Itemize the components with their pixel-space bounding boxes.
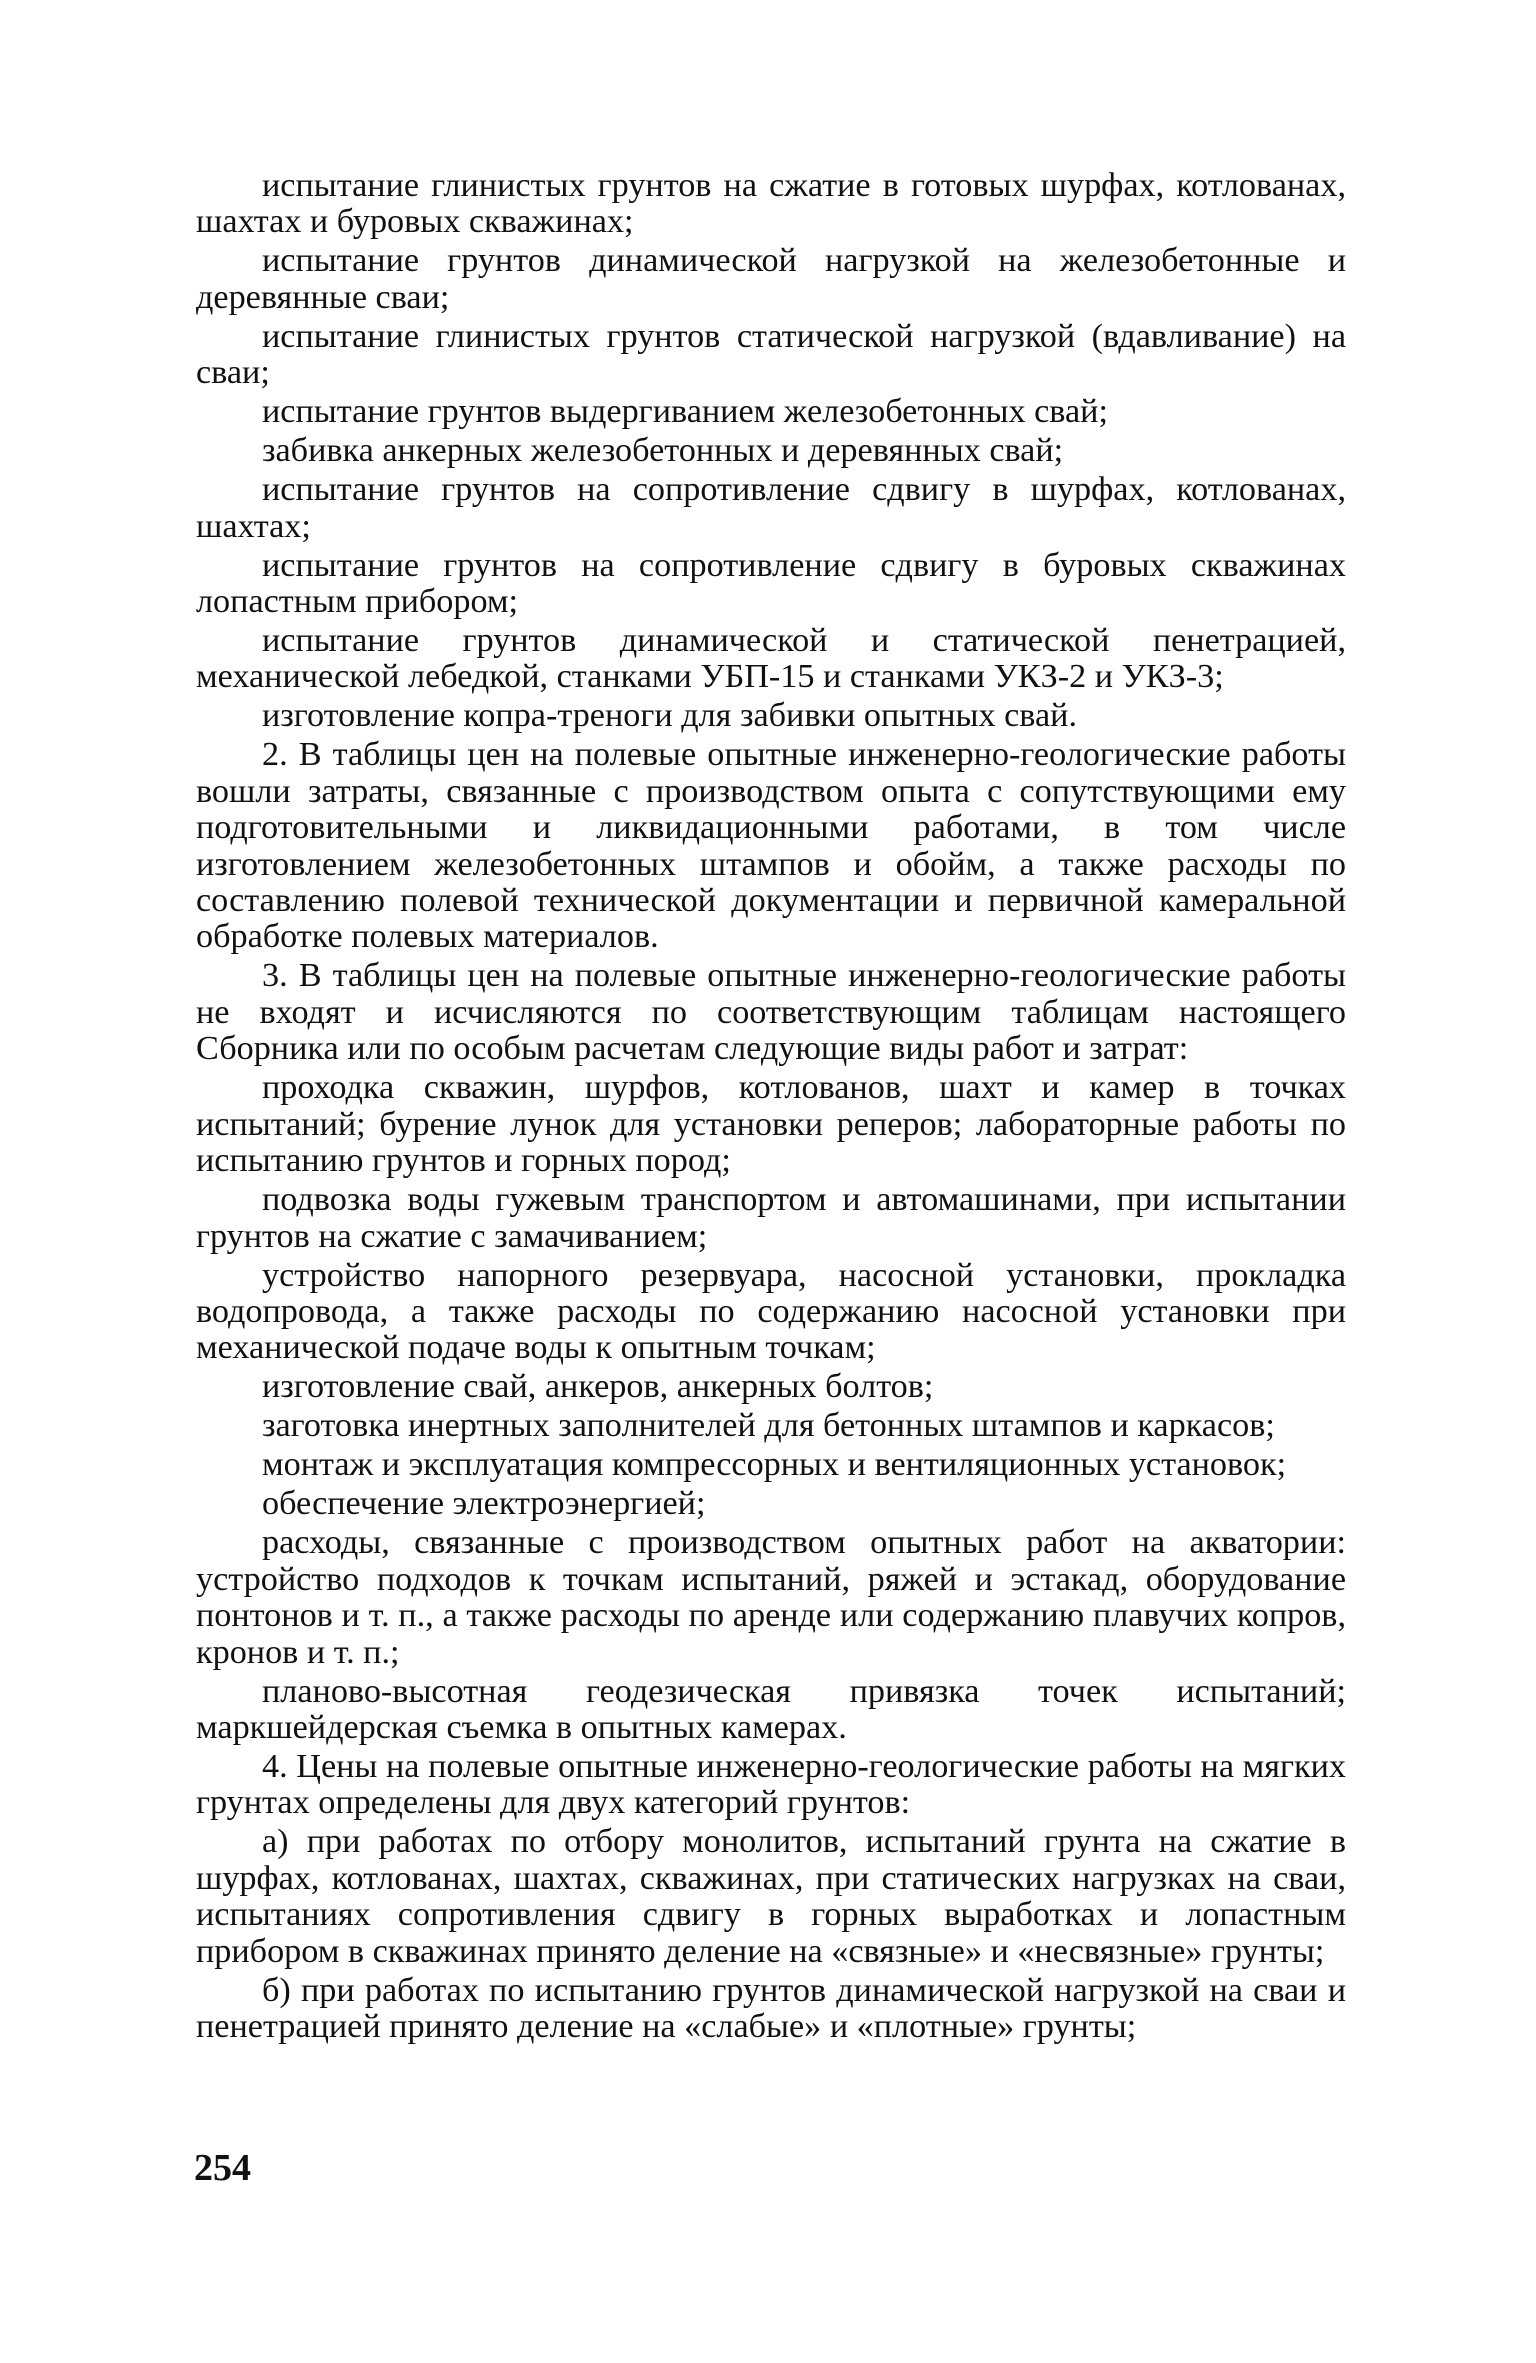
paragraph: изготовление свай, анкеров, анкерных болтов;: [262, 1368, 934, 1406]
paragraph: 2. В таблицы цен на полевые опытные инженерно-геологические работы вошли затраты, связанные с производством опыта с сопутствующими ему подготовительными и ликвидационными работами, в том числе изготовлением железобетонных штампов и обойм, а также расходы по составлению полевой технической документации и первичной камеральной обработке полевых материалов.: [196, 736, 1346, 956]
paragraph: испытание грунтов динамической нагрузкой на железобетонные и деревянные сваи;: [196, 242, 1346, 316]
paragraph: б) при работах по испытанию грунтов динамической нагрузкой на сваи и пенетрацией принято деление на «слабые» и «плотные» грунты;: [196, 1971, 1346, 2045]
paragraph: 4. Цены на полевые опытные инженерно-геологические работы на мягких грунтах определены для двух категорий грунтов:: [196, 1747, 1346, 1822]
paragraph: забивка анкерных железобетонных и деревянных свай;: [262, 432, 1064, 470]
paragraph: монтаж и эксплуатация компрессорных и вентиляционных установок;: [262, 1446, 1287, 1484]
paragraph: 3. В таблицы цен на полевые опытные инженерно-геологические работы не входят и исчисляются по соответствующим таблицам настоящего Сборника или по особым расчетам следующие виды работ и затрат:: [196, 957, 1346, 1068]
paragraph: испытание глинистых грунтов на сжатие в готовых шурфах, котлованах, шахтах и буровых скважинах;: [196, 167, 1346, 241]
paragraph: обеспечение электроэнергией;: [262, 1485, 706, 1523]
paragraph: испытание глинистых грунтов статической нагрузкой (вдавливание) на сваи;: [196, 317, 1346, 392]
paragraph: испытание грунтов на сопротивление сдвигу в буровых скважинах лопастным прибором;: [196, 546, 1346, 621]
paragraph: изготовление копра-треноги для забивки опытных свай.: [262, 697, 1078, 735]
paragraph: расходы, связанные с производством опытных работ на акватории: устройство подходов к точкам испытаний, ряжей и эстакад, оборудование понтонов и т. п., а также расходы по аренде или содержанию плавучих копров, кронов и т. п.;: [196, 1524, 1346, 1671]
paragraph: заготовка инертных заполнителей для бетонных штампов и каркасов;: [262, 1407, 1275, 1445]
paragraph: подвозка воды гужевым транспортом и автомашинами, при испытании грунтов на сжатие с замачиванием;: [196, 1181, 1346, 1255]
paragraph: планово-высотная геодезическая привязка точек испытаний; маркшейдерская съемка в опытных камерах.: [196, 1672, 1346, 1746]
paragraph: испытание грунтов выдергиванием железобетонных свай;: [262, 393, 1108, 431]
paragraph: а) при работах по отбору монолитов, испытаний грунта на сжатие в шурфах, котлованах, шахтах, скважинах, при статических нагрузках на сваи, испытаниях сопротивления сдвигу в горных выработках и лопастным прибором в скважинах принято деление на «связные» и «несвязные» грунты;: [196, 1823, 1346, 1970]
paragraph: устройство напорного резервуара, насосной установки, прокладка водопровода, а также расходы по содержанию насосной установки при механической подаче воды к опытным точкам;: [196, 1256, 1346, 1367]
paragraph: испытание грунтов динамической и статической пенетрацией, механической лебедкой, станками УБП-15 и станками УКЗ-2 и УКЗ-3;: [196, 622, 1346, 696]
document-body: [196, 168, 1346, 2048]
paragraph: проходка скважин, шурфов, котлованов, шахт и камер в точках испытаний; бурение лунок для установки реперов; лабораторные работы по испытанию грунтов и горных пород;: [196, 1069, 1346, 1180]
page-number: 254: [194, 2147, 251, 2189]
paragraph: испытание грунтов на сопротивление сдвигу в шурфах, котлованах, шахтах;: [196, 471, 1346, 545]
